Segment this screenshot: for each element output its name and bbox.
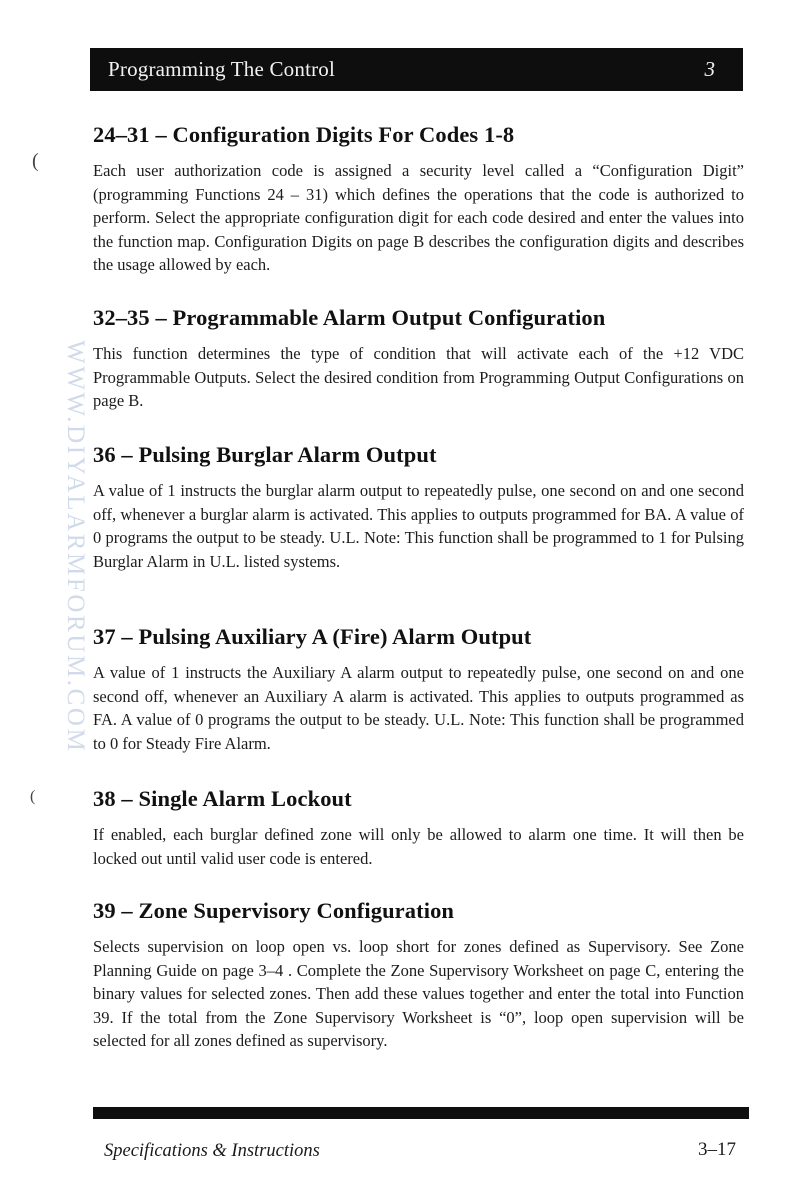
page-number: 3–17 [698,1139,736,1160]
footer-document-title: Specifications & Instructions [104,1141,320,1161]
section-heading: 32–35 – Programmable Alarm Output Configuration [93,305,606,330]
section-configuration-digits [93,121,744,277]
section-single-alarm-lockout [93,785,744,870]
section-body: A value of 1 instructs the burglar alarm output to repeatedly pulse, one second on and one second off, whenever a burglar alarm is activated. This applies to outputs programmed for BA. A value of 0 programs the output to be steady. U.L. Note: This function shall be programmed to 1 for Pulsing Burglar Alarm in U.L. listed systems. [93,481,744,571]
section-body: Each user authorization code is assigned a security level called a “Configuration Digit” (programming Functions 24 – 31) which defines the operations that the code is authorized to perform. Select the appropriate configuration digit for each code desired and enter the values into the function map. Configuration Digits on page B describes the configuration digits and describes the usage allowed by each. [93,161,744,275]
section-heading: 36 – Pulsing Burglar Alarm Output [93,442,437,467]
section-heading: 24–31 – Configuration Digits For Codes 1-8 [93,122,515,147]
section-heading: 38 – Single Alarm Lockout [93,786,352,811]
margin-bracket-icon: ( [32,150,39,172]
section-heading: 39 – Zone Supervisory Configuration [93,898,455,923]
section-body: Selects supervision on loop open vs. loop short for zones defined as Supervisory. See Zone Planning Guide on page 3–4 . Complete the Zone Supervisory Worksheet on page C, entering the binary values for selected zones. Then add these values together and enter the total into Function 39. If the total from the Zone Supervisory Worksheet is “0”, loop open supervision will be selected for all zones defined as supervisory. [93,937,744,1051]
margin-bracket-icon: ( [30,788,36,805]
footer-rule [93,1107,749,1119]
chapter-title: Programming The Control [108,57,336,81]
section-heading: 37 – Pulsing Auxiliary A (Fire) Alarm Output [93,624,532,649]
page-header-bar [90,48,743,91]
section-programmable-alarm-output [93,304,744,413]
section-zone-supervisory [93,897,744,1053]
section-body: If enabled, each burglar defined zone will only be allowed to alarm one time. It will then be locked out until valid user code is entered. [93,825,744,868]
section-body: This function determines the type of condition that will activate each of the +12 VDC Programmable Outputs. Select the desired condition from Programming Output Configurations on page B. [93,344,744,411]
section-body: A value of 1 instructs the Auxiliary A alarm output to repeatedly pulse, one second on and one second off, whenever an Auxiliary A alarm is activated. This applies to outputs programmed as FA. A value of 0 programs the output to be steady. U.L. Note: This function shall be programmed to 0 for Steady Fire Alarm. [93,663,744,753]
watermark-text: WWW.DIYALARMFORUM.COM [62,340,89,754]
section-pulsing-auxiliary-alarm [93,623,744,755]
section-pulsing-burglar-alarm [93,441,744,573]
chapter-number: 3 [704,57,715,81]
